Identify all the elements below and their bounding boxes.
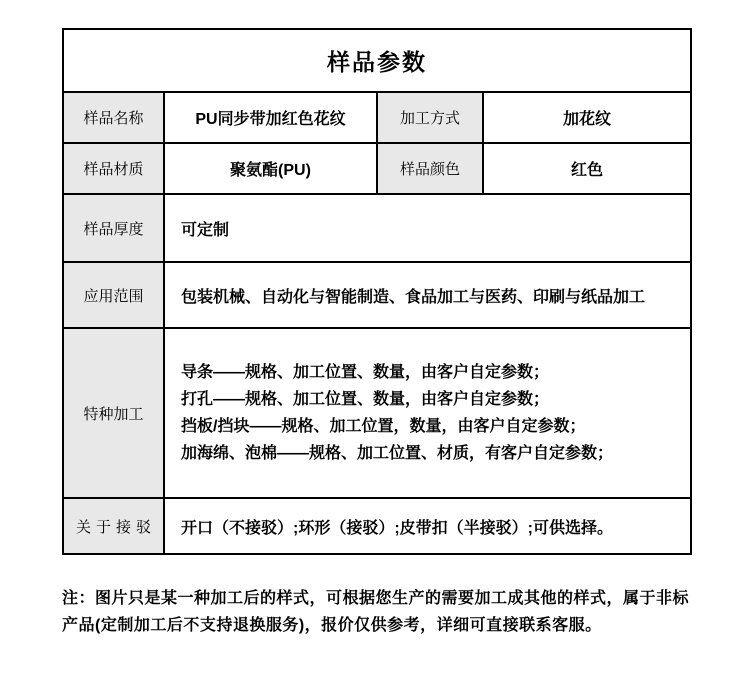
row-joint-options: [63, 498, 691, 554]
row-application-range: [63, 262, 691, 328]
special-processing-line-3: 挡板/挡块——规格、加工位置，数量，由客户自定参数；: [181, 418, 586, 435]
row-special-processing: [63, 328, 691, 498]
row-sample-name: [63, 92, 691, 143]
row-sample-thickness: [63, 194, 691, 262]
label-sample-color: 样品颜色: [377, 143, 483, 194]
table-title: 样品参数: [63, 29, 691, 92]
label-sample-material: 样品材质: [63, 143, 164, 194]
value-processing-method: 加花纹: [483, 92, 691, 143]
label-sample-thickness: 样品厚度: [63, 194, 164, 262]
value-special-processing: [164, 328, 691, 498]
special-processing-line-4: 加海绵、泡棉——规格、加工位置、材质，有客户自定参数；: [181, 445, 614, 462]
value-joint-options: 开口（不接驳）;环形（接驳）;皮带扣（半接驳）;可供选择。: [164, 498, 691, 554]
label-special-processing: 特种加工: [63, 328, 164, 498]
label-sample-name: 样品名称: [63, 92, 164, 143]
label-processing-method: 加工方式: [377, 92, 483, 143]
value-sample-material: 聚氨酯(PU): [164, 143, 377, 194]
special-processing-line-1: 导条——规格、加工位置、数量，由客户自定参数；: [181, 364, 550, 381]
spec-table: [62, 28, 692, 555]
label-application-range: 应用范围: [63, 262, 164, 328]
footnote: 注：图片只是某一种加工后的样式，可根据您生产的需要加工成其他的样式，属于非标产品(定制加工后不支持退换服务)，报价仅供参考，详细可直接联系客服。: [62, 590, 690, 634]
value-sample-thickness: 可定制: [164, 194, 691, 262]
special-processing-line-2: 打孔——规格、加工位置、数量，由客户自定参数；: [181, 391, 550, 408]
value-application-range: 包装机械、自动化与智能制造、食品加工与医药、印刷与纸品加工: [164, 262, 691, 328]
value-sample-name: PU同步带加红色花纹: [164, 92, 377, 143]
row-sample-material: [63, 143, 691, 194]
label-joint-options: 关于接驳: [63, 498, 164, 554]
value-sample-color: 红色: [483, 143, 691, 194]
